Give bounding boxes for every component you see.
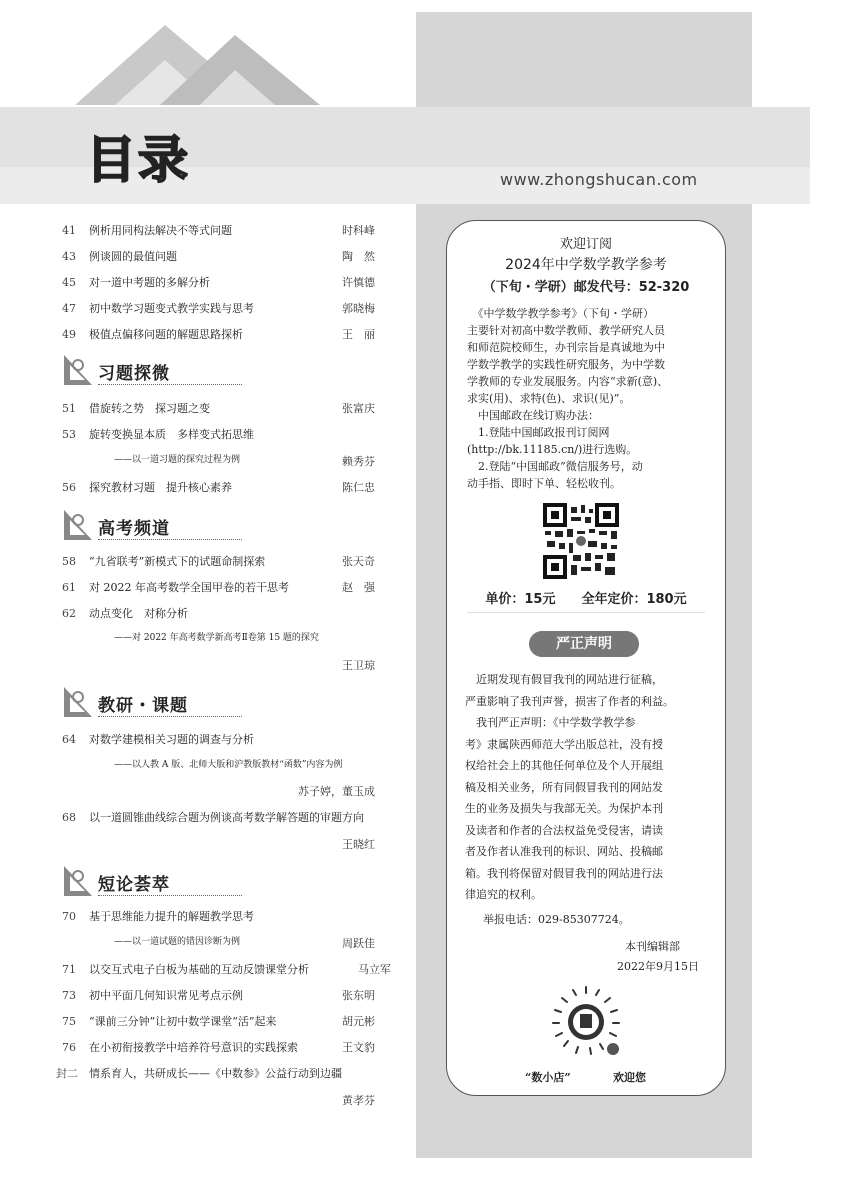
page-number: 56 [62, 481, 76, 494]
toc-row[interactable] [0, 1016, 410, 1030]
subscription-card [446, 220, 726, 1096]
toc-row[interactable] [0, 786, 410, 800]
notice-line: 稿及相关业务，所有同假冒我刊的网站发 [465, 780, 663, 794]
postal-code: （下旬・学研）邮发代号：52-320 [482, 280, 690, 295]
section-title: 教研・课题 [98, 696, 188, 716]
toc-row[interactable] [0, 303, 410, 317]
article-title: 动点变化 对称分析 [89, 607, 188, 620]
notice-title: 严正声明 [529, 631, 639, 657]
section-divider [98, 716, 242, 717]
toc-row[interactable] [0, 429, 410, 443]
intro-line: 2.登陆“中国邮政”微信服务号，动 [467, 460, 643, 473]
intro-line: 1.登陆中国邮政报刊订阅网 [467, 426, 610, 439]
toc-row[interactable] [0, 456, 410, 470]
website-url[interactable]: www.zhongshucan.com [500, 170, 698, 189]
page-number: 封二 [56, 1067, 78, 1080]
page-number: 58 [62, 555, 76, 568]
intro-line: 中国邮政在线订购办法： [467, 409, 599, 422]
article-author: 赖秀芬 [342, 455, 375, 468]
toc-row[interactable] [0, 911, 410, 925]
page-number: 70 [62, 910, 76, 923]
intro-line: 和师范院校师生，办刊宗旨是真诚地为中 [467, 341, 665, 354]
page-number: 53 [62, 428, 76, 441]
article-author: 黄孝芬 [342, 1094, 375, 1107]
article-title: “九省联考”新模式下的试题命制探索 [89, 555, 266, 568]
page-number: 43 [62, 250, 76, 263]
section-header [60, 353, 250, 387]
triangle-decoration [20, 20, 350, 130]
page-number: 64 [62, 733, 76, 746]
toc-row[interactable] [0, 582, 410, 596]
toc-row[interactable] [0, 1068, 410, 1082]
article-author: 陈仁忠 [342, 481, 375, 494]
intro-line[interactable]: (http://bk.11185.cn/)进行选购。 [467, 443, 638, 456]
article-title: 情系育人，共研成长——《中数参》公益行动到边疆 [89, 1067, 342, 1080]
section-divider [98, 539, 242, 540]
article-title: 旋转变换显本质 多样变式拓思维 [89, 428, 254, 441]
divider [467, 612, 705, 613]
article-title: 初中平面几何知识常见考点示例 [89, 989, 243, 1002]
page-number: 75 [62, 1015, 76, 1028]
notice-line: 权给社会上的其他任何单位及个人开展组 [465, 759, 663, 772]
notice-line: 严重影响了我刊声誉，损害了作者的利益。 [465, 694, 674, 708]
article-title: 探究教材习题 提升核心素养 [89, 481, 232, 494]
article-title: 借旋转之势 探习题之变 [89, 402, 210, 415]
article-title: 以交互式电子白板为基础的互动反馈课堂分析 [89, 963, 309, 976]
toc-row[interactable] [0, 556, 410, 570]
page-number: 71 [62, 963, 76, 976]
article-title: 基于思维能力提升的解题教学思考 [89, 910, 254, 923]
article-author: 赵 强 [342, 581, 375, 594]
shop-qr-icon[interactable] [547, 983, 625, 1061]
page-number: 41 [62, 224, 76, 237]
intro-line: 《中学数学教学参考》（下旬・学研） [467, 307, 654, 320]
section-logo-icon [60, 508, 94, 542]
page-number: 76 [62, 1041, 76, 1054]
article-title: 以一道圆锥曲线综合题为例谈高考数学解答题的审题方向 [89, 811, 364, 824]
section-logo-icon [60, 685, 94, 719]
toc-row[interactable] [0, 482, 410, 496]
notice-line: 考》隶属陕西师范大学出版总社，没有授 [465, 737, 663, 751]
article-title: 极值点偏移问题的解题思路探析 [89, 328, 243, 341]
article-title: 在小初衔接教学中培养符号意识的实践探索 [89, 1041, 298, 1054]
section-divider [98, 895, 242, 896]
toc-row[interactable] [0, 608, 410, 622]
section-header [60, 508, 250, 542]
article-author: 王文豹 [342, 1041, 375, 1054]
notice-line: 者及作者认准我刊的标识、网站、投稿邮 [465, 845, 663, 858]
section-title: 短论荟萃 [98, 875, 170, 895]
article-author: 王 丽 [342, 328, 375, 341]
intro-line: 学数学教学的实践性研究服务，为中学数 [467, 358, 665, 371]
article-author: 时科峰 [342, 224, 375, 237]
notice-line: 我刊严正声明：《中学数学教学参 [465, 716, 636, 729]
toc-row[interactable] [0, 839, 410, 853]
price-text: 单价：15元 全年定价：180元 [485, 592, 687, 607]
notice-date: 2022年9月15日 [617, 960, 699, 973]
article-title: 例谈圆的最值问题 [89, 250, 177, 263]
toc-row[interactable] [0, 1095, 410, 1109]
article-author: 许慎德 [342, 276, 375, 289]
intro-line: 学教师的专业发展服务。内容“求新(意)、 [467, 375, 669, 388]
toc-row[interactable] [0, 634, 410, 648]
editorial-signature: 本刊编辑部 [625, 940, 680, 953]
page-number: 51 [62, 402, 76, 415]
toc-row[interactable] [0, 990, 410, 1004]
report-phone: 举报电话：029-85307724。 [483, 913, 630, 926]
page-number: 47 [62, 302, 76, 315]
toc-row[interactable] [0, 277, 410, 291]
section-header [60, 864, 250, 898]
notice-line: 生的业务及损失与我部无关。为保护本刊 [465, 802, 663, 815]
welcome-text: 欢迎订阅 [559, 237, 612, 252]
toc-row[interactable] [0, 403, 410, 417]
article-title: 初中数学习题变式教学实践与思考 [89, 302, 254, 315]
shop-name[interactable]: “数小店” [525, 1071, 571, 1084]
article-title: 对一道中考题的多解分析 [89, 276, 210, 289]
article-author: 王晓红 [342, 838, 375, 851]
article-author: 郭晓梅 [342, 302, 375, 315]
qr-code-icon[interactable] [543, 503, 619, 579]
section-divider [98, 384, 242, 385]
notice-line: 近期发现有假冒我刊的网站进行征稿， [465, 673, 663, 686]
toc-row[interactable] [0, 660, 410, 674]
toc-row[interactable] [0, 734, 410, 748]
intro-text [467, 305, 668, 492]
page-number: 62 [62, 607, 76, 620]
toc-row[interactable] [0, 812, 410, 826]
article-author: 张天奇 [342, 555, 375, 568]
toc-row[interactable] [0, 251, 410, 265]
notice-line: 箱。我刊将保留对假冒我刊的网站进行法 [465, 866, 663, 880]
section-title: 高考频道 [98, 519, 170, 539]
article-title: 对数学建模相关习题的调查与分析 [89, 733, 254, 746]
article-author: 张东明 [342, 989, 375, 1002]
notice-line: 律追究的权利。 [465, 888, 542, 901]
article-subtitle: ——以一道习题的探究过程为例 [114, 455, 241, 465]
intro-line: 求实(用)、求特(色)、求识(见)”。 [467, 392, 631, 405]
page-number: 73 [62, 989, 76, 1002]
page-number: 68 [62, 811, 76, 824]
toc-row[interactable] [0, 225, 410, 239]
shop-welcome: 欢迎您 [613, 1071, 646, 1084]
article-author: 张富庆 [342, 402, 375, 415]
section-logo-icon [60, 864, 94, 898]
toc-row[interactable] [0, 1042, 410, 1056]
notice-text [465, 669, 674, 906]
toc-row[interactable] [0, 761, 410, 775]
article-author: 马立军 [358, 963, 391, 976]
section-logo-icon [60, 353, 94, 387]
page-number: 45 [62, 276, 76, 289]
article-author: 胡元彬 [342, 1015, 375, 1028]
article-author: 陶 然 [342, 250, 375, 263]
article-author: 周跃佳 [342, 937, 375, 950]
article-title: 对 2022 年高考数学全国甲卷的若干思考 [89, 581, 289, 594]
section-title: 习题探微 [98, 364, 170, 384]
article-author: 苏子婷，董玉成 [298, 785, 375, 798]
article-author: 王卫琼 [342, 659, 375, 672]
article-subtitle: ——以人教 A 版、北师大版和沪教版教材“函数”内容为例 [114, 760, 343, 770]
article-subtitle: ——对 2022 年高考数学新高考Ⅱ卷第 15 题的探究 [114, 633, 319, 643]
notice-line: 及读者和作者的合法权益免受侵害，请读 [465, 823, 663, 837]
article-title: 例析用同构法解决不等式问题 [89, 224, 232, 237]
article-title: “课前三分钟”让初中数学课堂“活”起来 [89, 1015, 277, 1028]
intro-line: 动手指、即时下单、轻松收刊。 [467, 477, 621, 490]
intro-line: 主要针对初高中数学教师、教学研究人员 [467, 324, 665, 337]
page-title: 目录 [86, 131, 190, 189]
toc-row[interactable] [0, 964, 410, 978]
section-header [60, 685, 250, 719]
article-subtitle: ——以一道试题的错因诊断为例 [114, 937, 241, 947]
toc-row[interactable] [0, 938, 410, 952]
magazine-title: 2024年中学数学教学参考 [505, 257, 667, 273]
page-number: 49 [62, 328, 76, 341]
page-number: 61 [62, 581, 76, 594]
toc-row[interactable] [0, 329, 410, 343]
